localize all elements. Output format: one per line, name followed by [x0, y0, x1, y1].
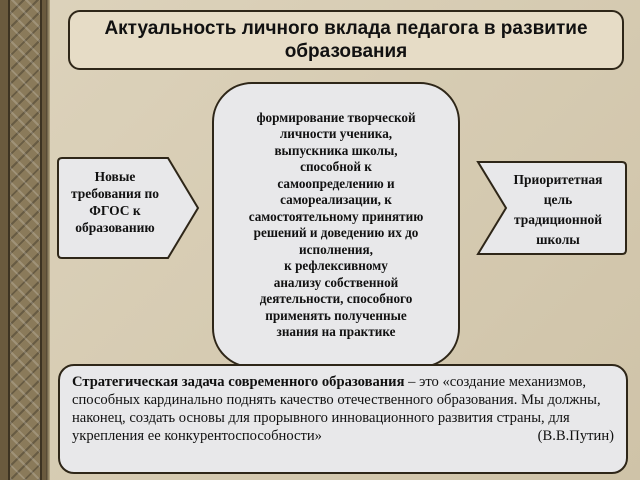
sidebar-edge	[46, 0, 50, 480]
quote-author: (В.В.Путин)	[537, 428, 614, 444]
decorative-sidebar	[0, 0, 46, 480]
slide-title: Актуальность личного вклада педагога в развитие образования	[104, 18, 588, 62]
left-block-text: Новые требования по ФГОС к образованию	[70, 169, 160, 235]
quote-paragraph	[72, 373, 614, 445]
quote-box	[58, 364, 628, 474]
center-block	[212, 82, 460, 368]
right-block-text: Приоритетная цель традиционной школы	[513, 172, 603, 247]
quote-body: – это «создание механизмов, способных кардинально поднять качество отечественного образования. Мы должны, наконец, создать основы для прорывного инновационного развития страны, для укрепления ее конкурентоспособности»	[72, 374, 601, 444]
quote-lead: Стратегическая задача современного образования	[72, 374, 405, 390]
title-box	[68, 10, 624, 70]
center-block-text: формирование творческой личности ученика, выпускника школы, способной к самоопределению и самореализации, к самостоятельному принятию решений и доведению их до исполнения, к рефлексивному анализу собственной деятельности, способного применять полученные знания на практике	[248, 109, 424, 339]
sidebar-pattern	[8, 0, 42, 480]
